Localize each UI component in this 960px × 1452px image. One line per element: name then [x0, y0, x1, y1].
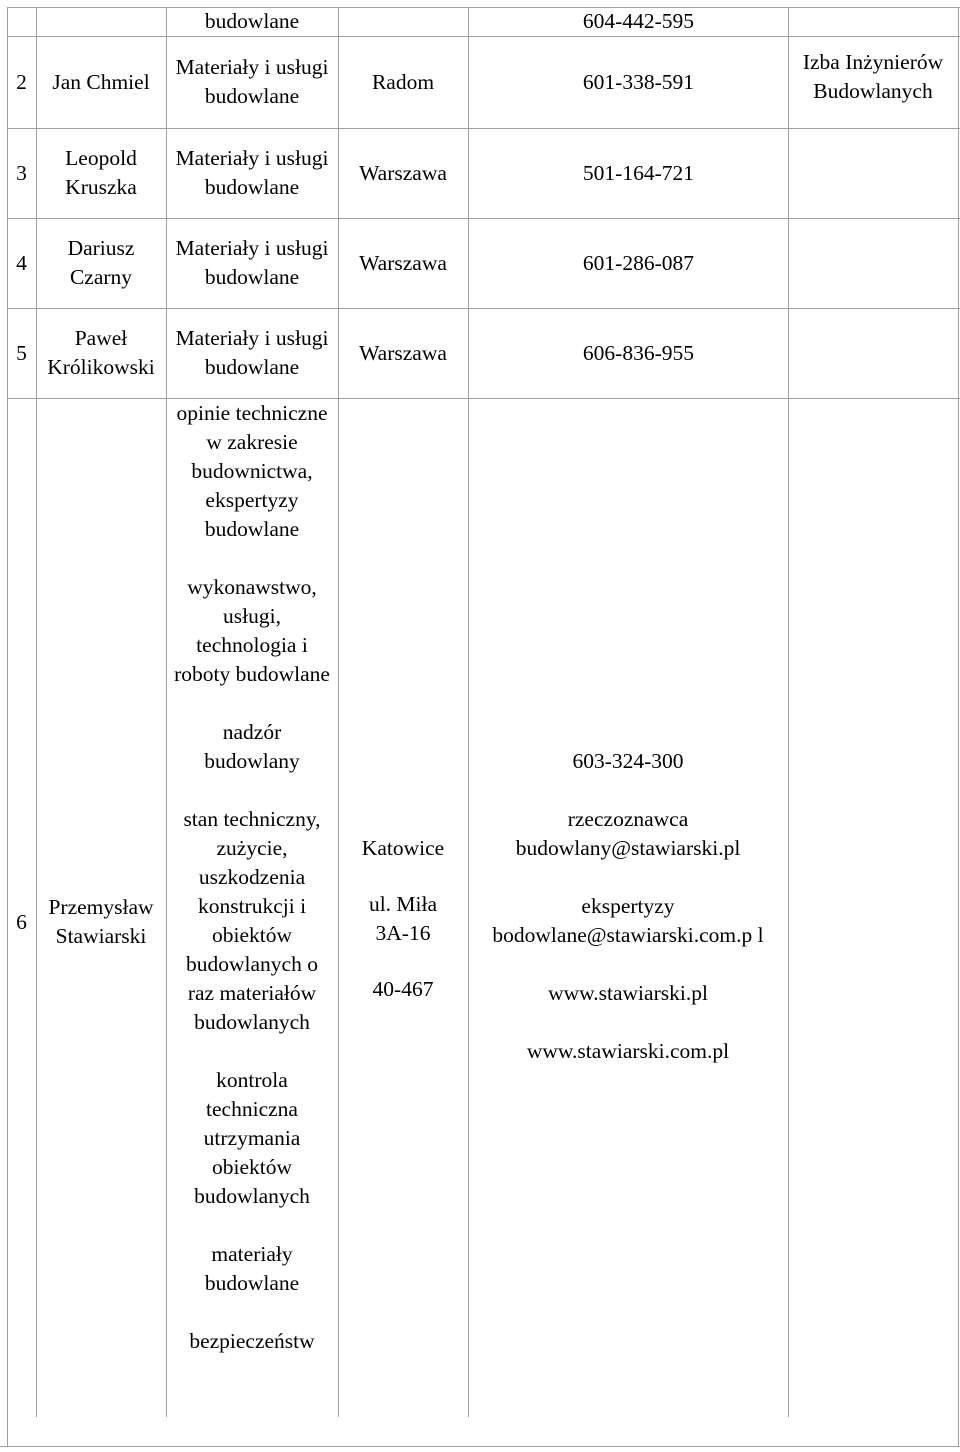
- address-postal-code: 40-467: [372, 977, 434, 1001]
- service-cell: budowlane: [204, 9, 300, 33]
- row-number: 5: [16, 340, 27, 365]
- phone-cell: 601-338-591: [582, 69, 694, 94]
- name-cell: Dariusz Czarny: [67, 236, 135, 289]
- contact-website: www.stawiarski.pl: [548, 981, 708, 1005]
- contact-phone: 603-324-300: [572, 749, 684, 773]
- service-cell: Materiały i usługi budowlane: [175, 146, 329, 199]
- name-cell: Leopold Kruszka: [65, 146, 137, 199]
- address-city: Katowice: [361, 836, 445, 860]
- table-bottom-border: [0, 1446, 960, 1447]
- service-item: opinie techniczne w zakresie budownictwa, ekspertyzy budowlane: [176, 401, 328, 541]
- phone-cell: 606-836-955: [582, 340, 694, 365]
- name-cell: Przemysław Stawiarski: [48, 895, 154, 948]
- contact-email: rzeczoznawca budowlany@stawiarski.pl: [515, 807, 741, 860]
- row-number: 4: [16, 250, 27, 275]
- address-cell: [338, 834, 468, 1004]
- service-item: nadzór budowlany: [204, 720, 300, 773]
- row-number: 2: [16, 69, 27, 94]
- phone-cell: 501-164-721: [582, 160, 694, 185]
- city-cell: Warszawa: [359, 340, 447, 365]
- row-number: 3: [16, 160, 27, 185]
- address-street: ul. Miła 3A-16: [368, 892, 438, 945]
- contact-cell: [473, 747, 783, 1107]
- name-cell: Jan Chmiel: [52, 69, 150, 94]
- city-cell: Warszawa: [359, 250, 447, 275]
- organization-cell: Izba Inżynierów Budowlanych: [802, 50, 944, 103]
- service-item: wykonawstwo, usługi, technologia i roboty budowlane: [174, 575, 330, 686]
- phone-cell: 604-442-595: [582, 9, 694, 33]
- name-cell: Paweł Królikowski: [47, 326, 155, 379]
- service-item: materiały budowlane: [204, 1242, 300, 1295]
- service-item: kontrola techniczna utrzymania obiektów budowlanych: [194, 1068, 310, 1208]
- contact-email: ekspertyzy bodowlane@stawiarski.com.p l: [492, 894, 764, 947]
- table-right-border: [958, 7, 959, 1446]
- row-number: 6: [16, 909, 27, 934]
- service-item: stan techniczny, zużycie, uszkodzenia konstrukcji i obiektów budowlanych o raz materiałów budowlanych: [183, 807, 321, 1034]
- services-list: [174, 399, 330, 1446]
- contact-website: www.stawiarski.com.pl: [526, 1039, 730, 1063]
- phone-cell: 601-286-087: [582, 250, 694, 275]
- service-cell: Materiały i usługi budowlane: [175, 326, 329, 379]
- column-divider: [788, 7, 789, 1417]
- service-item: bezpieczeństw: [189, 1329, 315, 1353]
- service-cell: Materiały i usługi budowlane: [175, 55, 329, 108]
- service-cell: Materiały i usługi budowlane: [175, 236, 329, 289]
- city-cell: Warszawa: [359, 160, 447, 185]
- column-divider: [166, 7, 167, 1417]
- city-cell: Radom: [371, 69, 435, 94]
